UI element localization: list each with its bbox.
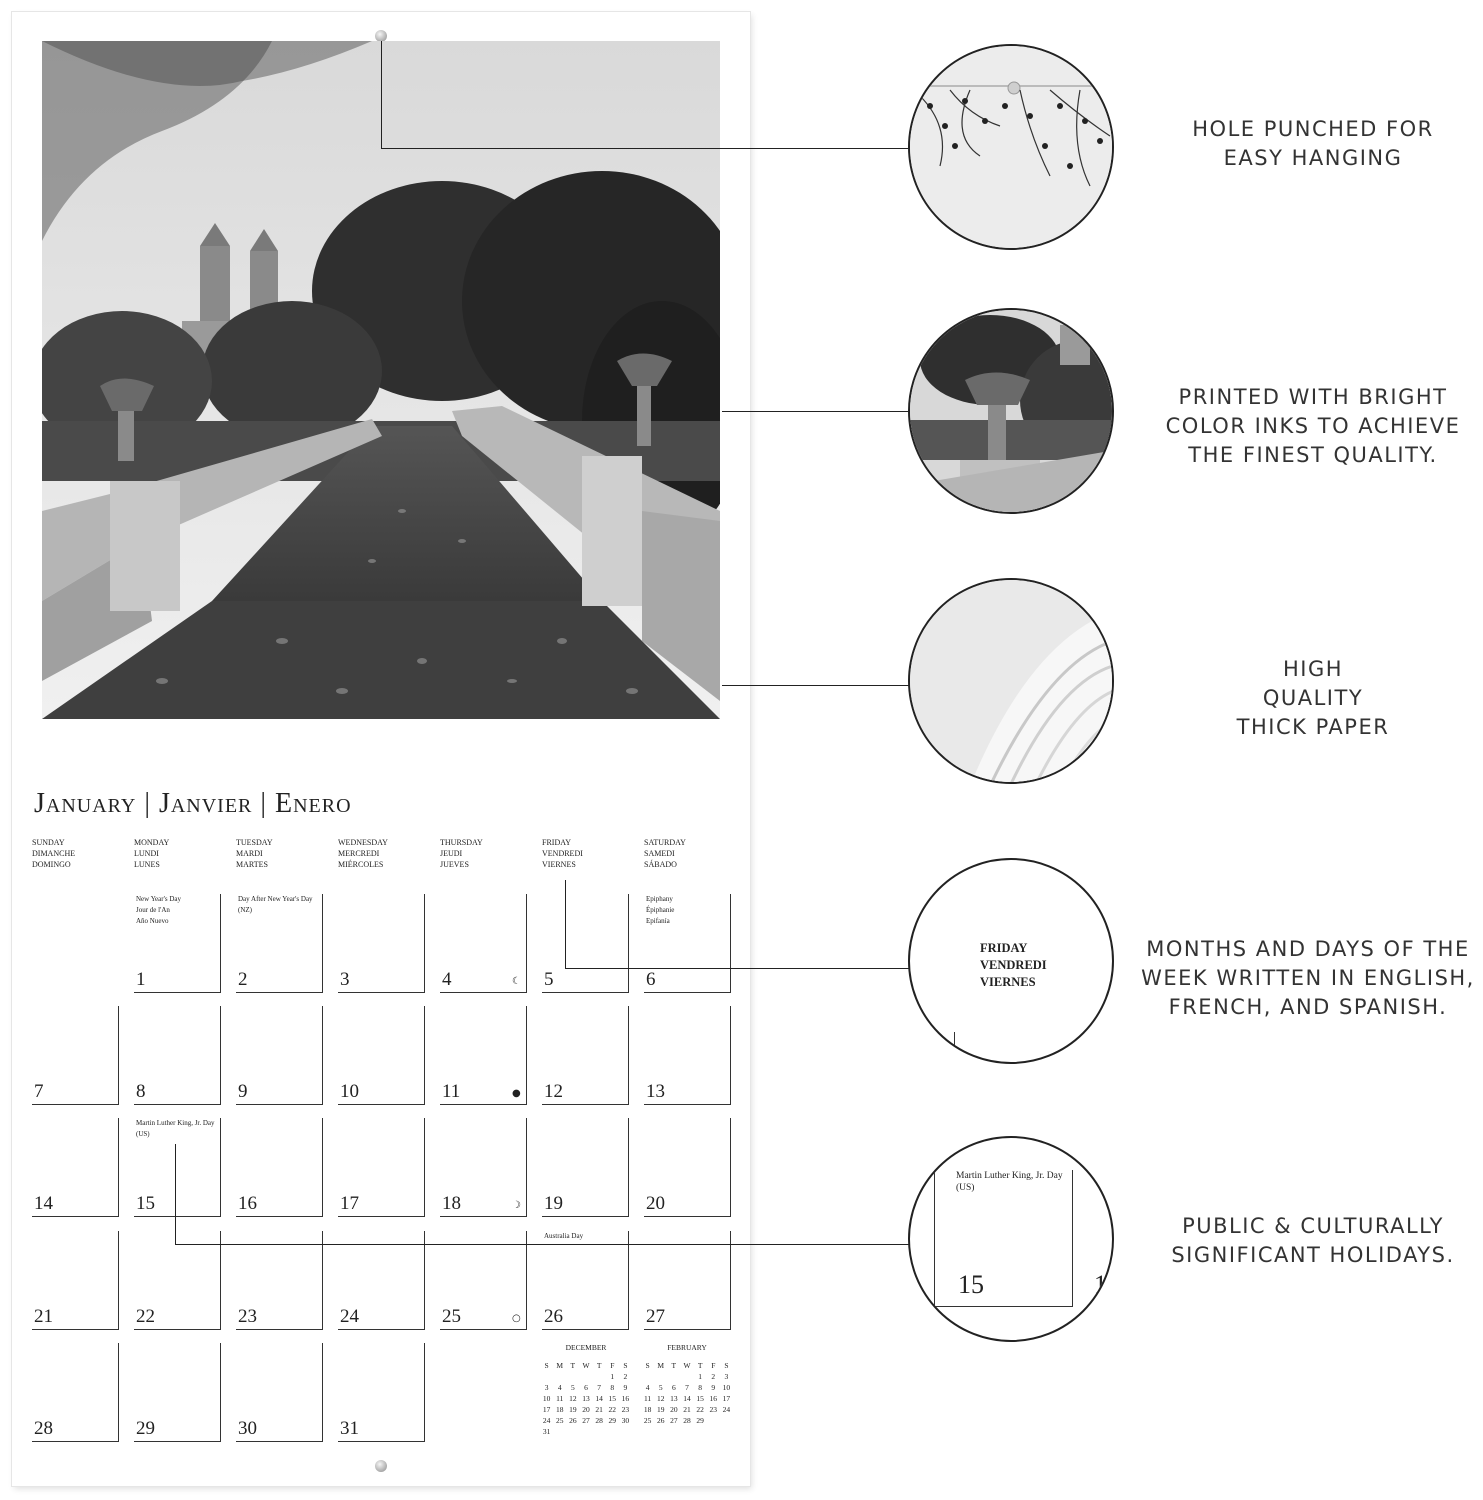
day-number: 18 — [442, 1193, 461, 1214]
weekday-fr: SAMEDI — [644, 849, 675, 858]
mini-calendar-day: 28 — [683, 1416, 691, 1425]
day-number: 7 — [34, 1081, 44, 1102]
mini-calendar — [641, 1343, 733, 1426]
mini-calendar-day — [553, 1426, 566, 1437]
caption-holidays: PUBLIC & CULTURALLY SIGNIFICANT HOLIDAYS. — [1171, 1214, 1455, 1267]
mini-calendar-day — [680, 1371, 693, 1382]
weekday-es: DOMINGO — [32, 860, 71, 869]
mini-calendar-weekday: M — [556, 1361, 564, 1370]
weekday-fr: MARDI — [236, 849, 263, 858]
weekday-header — [644, 837, 686, 870]
day-number: 20 — [646, 1193, 665, 1214]
mini-calendar-day: 15 — [608, 1394, 617, 1403]
month-title: January | Janvier | Enero — [34, 788, 352, 819]
day-number: 6 — [646, 969, 656, 990]
day-cell — [32, 1006, 119, 1105]
caption-paper: HIGH QUALITY THICK PAPER — [1236, 657, 1390, 739]
weekday-fr: DIMANCHE — [32, 849, 76, 858]
day-cell — [440, 1006, 527, 1105]
weekday-es: MIÉRCOLES — [338, 860, 384, 869]
mini-calendar-day — [654, 1371, 667, 1382]
day-cell — [338, 894, 425, 993]
weekday-es: MARTES — [236, 860, 268, 869]
day-cell — [644, 1231, 731, 1330]
mini-calendar-day: 5 — [570, 1383, 575, 1392]
day-number: 11 — [442, 1081, 461, 1102]
mini-calendar-weekday: T — [697, 1361, 703, 1370]
day-number: 27 — [646, 1306, 665, 1327]
day-number: 23 — [238, 1306, 257, 1327]
mini-calendar-day: 17 — [542, 1405, 551, 1414]
day-number: 9 — [238, 1081, 248, 1102]
mini-calendar-day — [579, 1426, 592, 1437]
weekday-header — [236, 837, 273, 870]
day-cell — [644, 894, 731, 993]
mini-calendar-day: 4 — [645, 1383, 650, 1392]
mini-calendar-weekday: F — [711, 1361, 716, 1370]
mini-calendar-day: 30 — [621, 1416, 630, 1425]
holiday-label: Epiphany Épiphanie Epifanía — [646, 895, 675, 925]
day-number: 5 — [544, 969, 554, 990]
mini-calendar-day — [579, 1371, 592, 1382]
day-cell — [32, 1118, 119, 1217]
mini-calendar-weekday: W — [582, 1361, 590, 1370]
day-number: 1 — [136, 969, 146, 990]
weekday-en: SATURDAY — [644, 838, 686, 847]
moon-phase-icon: ☽ — [512, 1200, 521, 1211]
mini-calendar-day: 24 — [722, 1405, 731, 1414]
day-number: 13 — [646, 1081, 665, 1102]
mini-calendar-day: 18 — [643, 1405, 652, 1414]
mini-calendar-day — [619, 1426, 632, 1437]
weekday-header — [134, 837, 169, 870]
day-number: 14 — [34, 1193, 53, 1214]
day-cell — [236, 1231, 323, 1330]
mini-calendar-weekday: T — [596, 1361, 602, 1370]
mini-calendar-day: 10 — [722, 1383, 731, 1392]
mini-calendar-day — [566, 1371, 579, 1382]
moon-phase-icon: ● — [512, 1088, 521, 1099]
mini-calendar-day: 7 — [685, 1383, 689, 1392]
mini-calendar-day — [720, 1415, 733, 1426]
mini-calendar-title: FEBRUARY — [667, 1343, 707, 1352]
mini-calendar-day: 22 — [696, 1405, 704, 1414]
mini-calendar-day — [593, 1426, 606, 1437]
day-cell — [644, 1118, 731, 1217]
mini-calendar-day: 23 — [709, 1405, 718, 1414]
mini-calendar-day: 6 — [584, 1383, 588, 1392]
mini-calendar-day: 5 — [658, 1383, 663, 1392]
mini-calendar-day: 20 — [582, 1405, 590, 1414]
weekday-es: VIERNES — [542, 860, 576, 869]
mini-calendar-day: 26 — [656, 1416, 665, 1425]
day-number: 19 — [544, 1193, 563, 1214]
day-number: 30 — [238, 1418, 257, 1439]
mini-calendar-title: DECEMBER — [565, 1343, 607, 1352]
mini-calendar-day: 31 — [542, 1427, 551, 1436]
mini-calendar-day: 27 — [670, 1416, 678, 1425]
zoom-holiday-day: 15 — [958, 1270, 984, 1299]
mini-calendar-day: 14 — [683, 1394, 691, 1403]
mini-calendar-day: 22 — [608, 1405, 617, 1414]
day-cell — [542, 1231, 629, 1330]
mini-calendar-weekday: S — [623, 1361, 628, 1370]
day-number: 8 — [136, 1081, 146, 1102]
mini-calendar-day: 15 — [696, 1394, 704, 1403]
weekday-en: WEDNESDAY — [338, 838, 388, 847]
mini-calendar-day: 24 — [542, 1416, 551, 1425]
day-number: 26 — [544, 1306, 563, 1327]
caption-languages: MONTHS AND DAYS OF THE WEEK WRITTEN IN ENGLISH, FRENCH, AND SPANISH. — [1141, 937, 1475, 1019]
hanging-hole-bottom — [375, 1460, 387, 1472]
caption-ink: PRINTED WITH BRIGHT COLOR INKS TO ACHIEVE THE FINEST QUALITY. — [1165, 385, 1461, 467]
zoom-weekday-es: VIERNES — [980, 975, 1036, 989]
mini-calendar-day: 25 — [555, 1416, 564, 1425]
mini-calendar-day — [707, 1415, 720, 1426]
zoom-weekday-en: FRIDAY — [980, 941, 1028, 955]
day-cell — [236, 1343, 323, 1442]
mini-calendar-day: 13 — [582, 1394, 590, 1403]
mini-calendar-day: 11 — [643, 1394, 652, 1403]
day-number: 15 — [136, 1193, 155, 1214]
mini-calendar-day: 12 — [569, 1394, 577, 1403]
mini-calendar-day: 6 — [671, 1383, 676, 1392]
moon-phase-icon: ☾ — [512, 976, 521, 987]
day-cell — [338, 1343, 425, 1442]
mini-calendar-day: 2 — [623, 1372, 628, 1381]
mini-calendar-day: 26 — [569, 1416, 577, 1425]
mini-calendar-day: 1 — [698, 1372, 702, 1381]
day-number: 17 — [340, 1193, 359, 1214]
weekday-en: THURSDAY — [440, 838, 483, 847]
mini-calendar-day: 19 — [656, 1405, 665, 1414]
weekday-es: SÁBADO — [644, 860, 677, 869]
day-number: 21 — [34, 1306, 53, 1327]
mini-calendar-day: 4 — [557, 1383, 562, 1392]
weekday-en: MONDAY — [134, 838, 170, 847]
mini-calendar-day: 25 — [643, 1416, 652, 1425]
day-cell — [338, 1118, 425, 1217]
mini-calendar-day: 11 — [556, 1394, 564, 1403]
leader-line-ink — [722, 411, 909, 412]
mini-calendar-day: 13 — [670, 1394, 678, 1403]
mini-calendar-day — [606, 1426, 619, 1437]
mini-calendar-day: 8 — [698, 1383, 702, 1392]
mini-calendar-weekday: F — [610, 1361, 615, 1370]
day-number: 28 — [34, 1418, 53, 1439]
weekday-en: TUESDAY — [236, 838, 273, 847]
day-cell — [440, 894, 527, 993]
leader-line-paper — [722, 685, 909, 686]
mini-calendar-day — [566, 1426, 579, 1437]
zoom-circle-hole — [908, 44, 1114, 250]
weekday-es: LUNES — [134, 860, 160, 869]
mini-calendar-day — [540, 1371, 553, 1382]
zoom-circle-paper — [908, 578, 1114, 784]
leader-line-weekday-h — [565, 968, 909, 969]
mini-calendar-day: 2 — [711, 1372, 716, 1381]
mini-calendar-day: 7 — [597, 1383, 601, 1392]
holiday-label: New Year's Day Jour de l'An Año Nuevo — [136, 895, 182, 925]
day-cell — [134, 1231, 221, 1330]
day-number: 10 — [340, 1081, 359, 1102]
holiday-label: Australia Day — [544, 1232, 584, 1240]
mini-calendar-day — [593, 1371, 606, 1382]
day-cell — [134, 894, 221, 993]
zoom-holiday-text: Martin Luther King, Jr. Day (US) — [956, 1171, 1063, 1193]
day-cell — [338, 1231, 425, 1330]
day-cell — [644, 1006, 731, 1105]
mini-calendar-day: 14 — [595, 1394, 603, 1403]
mini-calendar-day: 19 — [569, 1405, 577, 1414]
leader-line-weekday-v — [565, 880, 566, 969]
leader-line-holiday-h — [175, 1244, 909, 1245]
mini-calendar-weekday: W — [683, 1361, 691, 1370]
day-cell — [338, 1006, 425, 1105]
mini-calendar-day: 21 — [683, 1405, 691, 1414]
zoom-circle-holiday — [908, 1136, 1114, 1342]
mini-calendar-day: 17 — [722, 1394, 731, 1403]
day-cell — [236, 1118, 323, 1217]
weekday-fr: VENDREDI — [542, 849, 583, 858]
leader-line-holiday-v — [175, 1144, 176, 1245]
weekday-header — [32, 837, 75, 870]
day-cell — [236, 1006, 323, 1105]
holiday-label: Martin Luther King, Jr. Day (US) — [136, 1119, 215, 1138]
mini-calendar-day: 29 — [608, 1416, 617, 1425]
mini-calendar-day: 10 — [542, 1394, 551, 1403]
weekday-header — [338, 837, 388, 870]
mini-calendar-day — [667, 1371, 680, 1382]
day-number: 31 — [340, 1418, 359, 1439]
day-number: 16 — [238, 1193, 257, 1214]
mini-calendar-day: 16 — [621, 1394, 630, 1403]
holiday-label: Day After New Year's Day (NZ) — [238, 895, 313, 914]
zoom-circle-weekday — [908, 858, 1114, 1064]
mini-calendar-weekday: S — [645, 1361, 650, 1370]
day-number: 29 — [136, 1418, 155, 1439]
mini-calendar-day: 28 — [595, 1416, 603, 1425]
mini-calendar-day: 3 — [544, 1383, 549, 1392]
weekday-en: FRIDAY — [542, 838, 572, 847]
leader-line-hole-v — [381, 41, 382, 149]
day-cell — [542, 894, 629, 993]
moon-phase-icon: ○ — [512, 1313, 521, 1324]
day-number: 3 — [340, 969, 350, 990]
mini-calendar-day — [641, 1371, 654, 1382]
mini-calendar-day: 1 — [610, 1372, 615, 1381]
day-cell — [440, 1118, 527, 1217]
zoom-holiday-next-day: 1 — [1094, 1270, 1107, 1299]
zoom-weekday-fr: VENDREDI — [980, 958, 1047, 972]
weekday-header — [542, 837, 583, 870]
day-cell — [134, 1118, 221, 1217]
mini-calendar-day: 9 — [711, 1383, 716, 1392]
day-number: 24 — [340, 1306, 359, 1327]
mini-calendar-day: 12 — [656, 1394, 665, 1403]
day-number: 25 — [442, 1306, 461, 1327]
mini-calendar-weekday: T — [570, 1361, 576, 1370]
day-cell — [542, 1006, 629, 1105]
weekday-header — [440, 837, 483, 870]
mini-calendar-day: 23 — [621, 1405, 630, 1414]
weekday-fr: LUNDI — [134, 849, 159, 858]
day-cell — [32, 1343, 119, 1442]
weekday-en: SUNDAY — [32, 838, 65, 847]
mini-calendar-day: 16 — [709, 1394, 718, 1403]
mini-calendar-weekday: T — [671, 1361, 677, 1370]
day-cell — [236, 894, 323, 993]
mini-calendar-day: 18 — [555, 1405, 564, 1414]
mini-calendar-day: 27 — [582, 1416, 590, 1425]
mini-calendar-weekday: S — [724, 1361, 729, 1370]
day-number: 22 — [136, 1306, 155, 1327]
day-cell — [440, 1231, 527, 1330]
day-number: 12 — [544, 1081, 563, 1102]
mini-calendar-weekday: M — [657, 1361, 665, 1370]
day-number: 2 — [238, 969, 248, 990]
mini-calendar-day — [553, 1371, 566, 1382]
leader-line-hole-h — [381, 148, 909, 149]
weekday-fr: JEUDI — [440, 849, 463, 858]
weekday-es: JUEVES — [440, 860, 469, 869]
zoom-circle-ink — [908, 308, 1114, 514]
caption-hole: HOLE PUNCHED FOR EASY HANGING — [1192, 117, 1434, 170]
day-cell — [134, 1343, 221, 1442]
mini-calendar-weekday: S — [544, 1361, 549, 1370]
mini-calendar-day: 8 — [610, 1383, 615, 1392]
mini-calendar-day: 29 — [696, 1416, 704, 1425]
mini-calendar-day: 20 — [670, 1405, 678, 1414]
mini-calendar-day: 9 — [623, 1383, 628, 1392]
mini-calendar — [540, 1343, 632, 1437]
mini-calendar-day: 3 — [724, 1372, 729, 1381]
day-number: 4 — [442, 969, 452, 990]
weekday-fr: MERCREDI — [338, 849, 380, 858]
day-cell — [542, 1118, 629, 1217]
day-cell — [134, 1006, 221, 1105]
mini-calendar-day: 21 — [595, 1405, 603, 1414]
day-cell — [32, 1231, 119, 1330]
